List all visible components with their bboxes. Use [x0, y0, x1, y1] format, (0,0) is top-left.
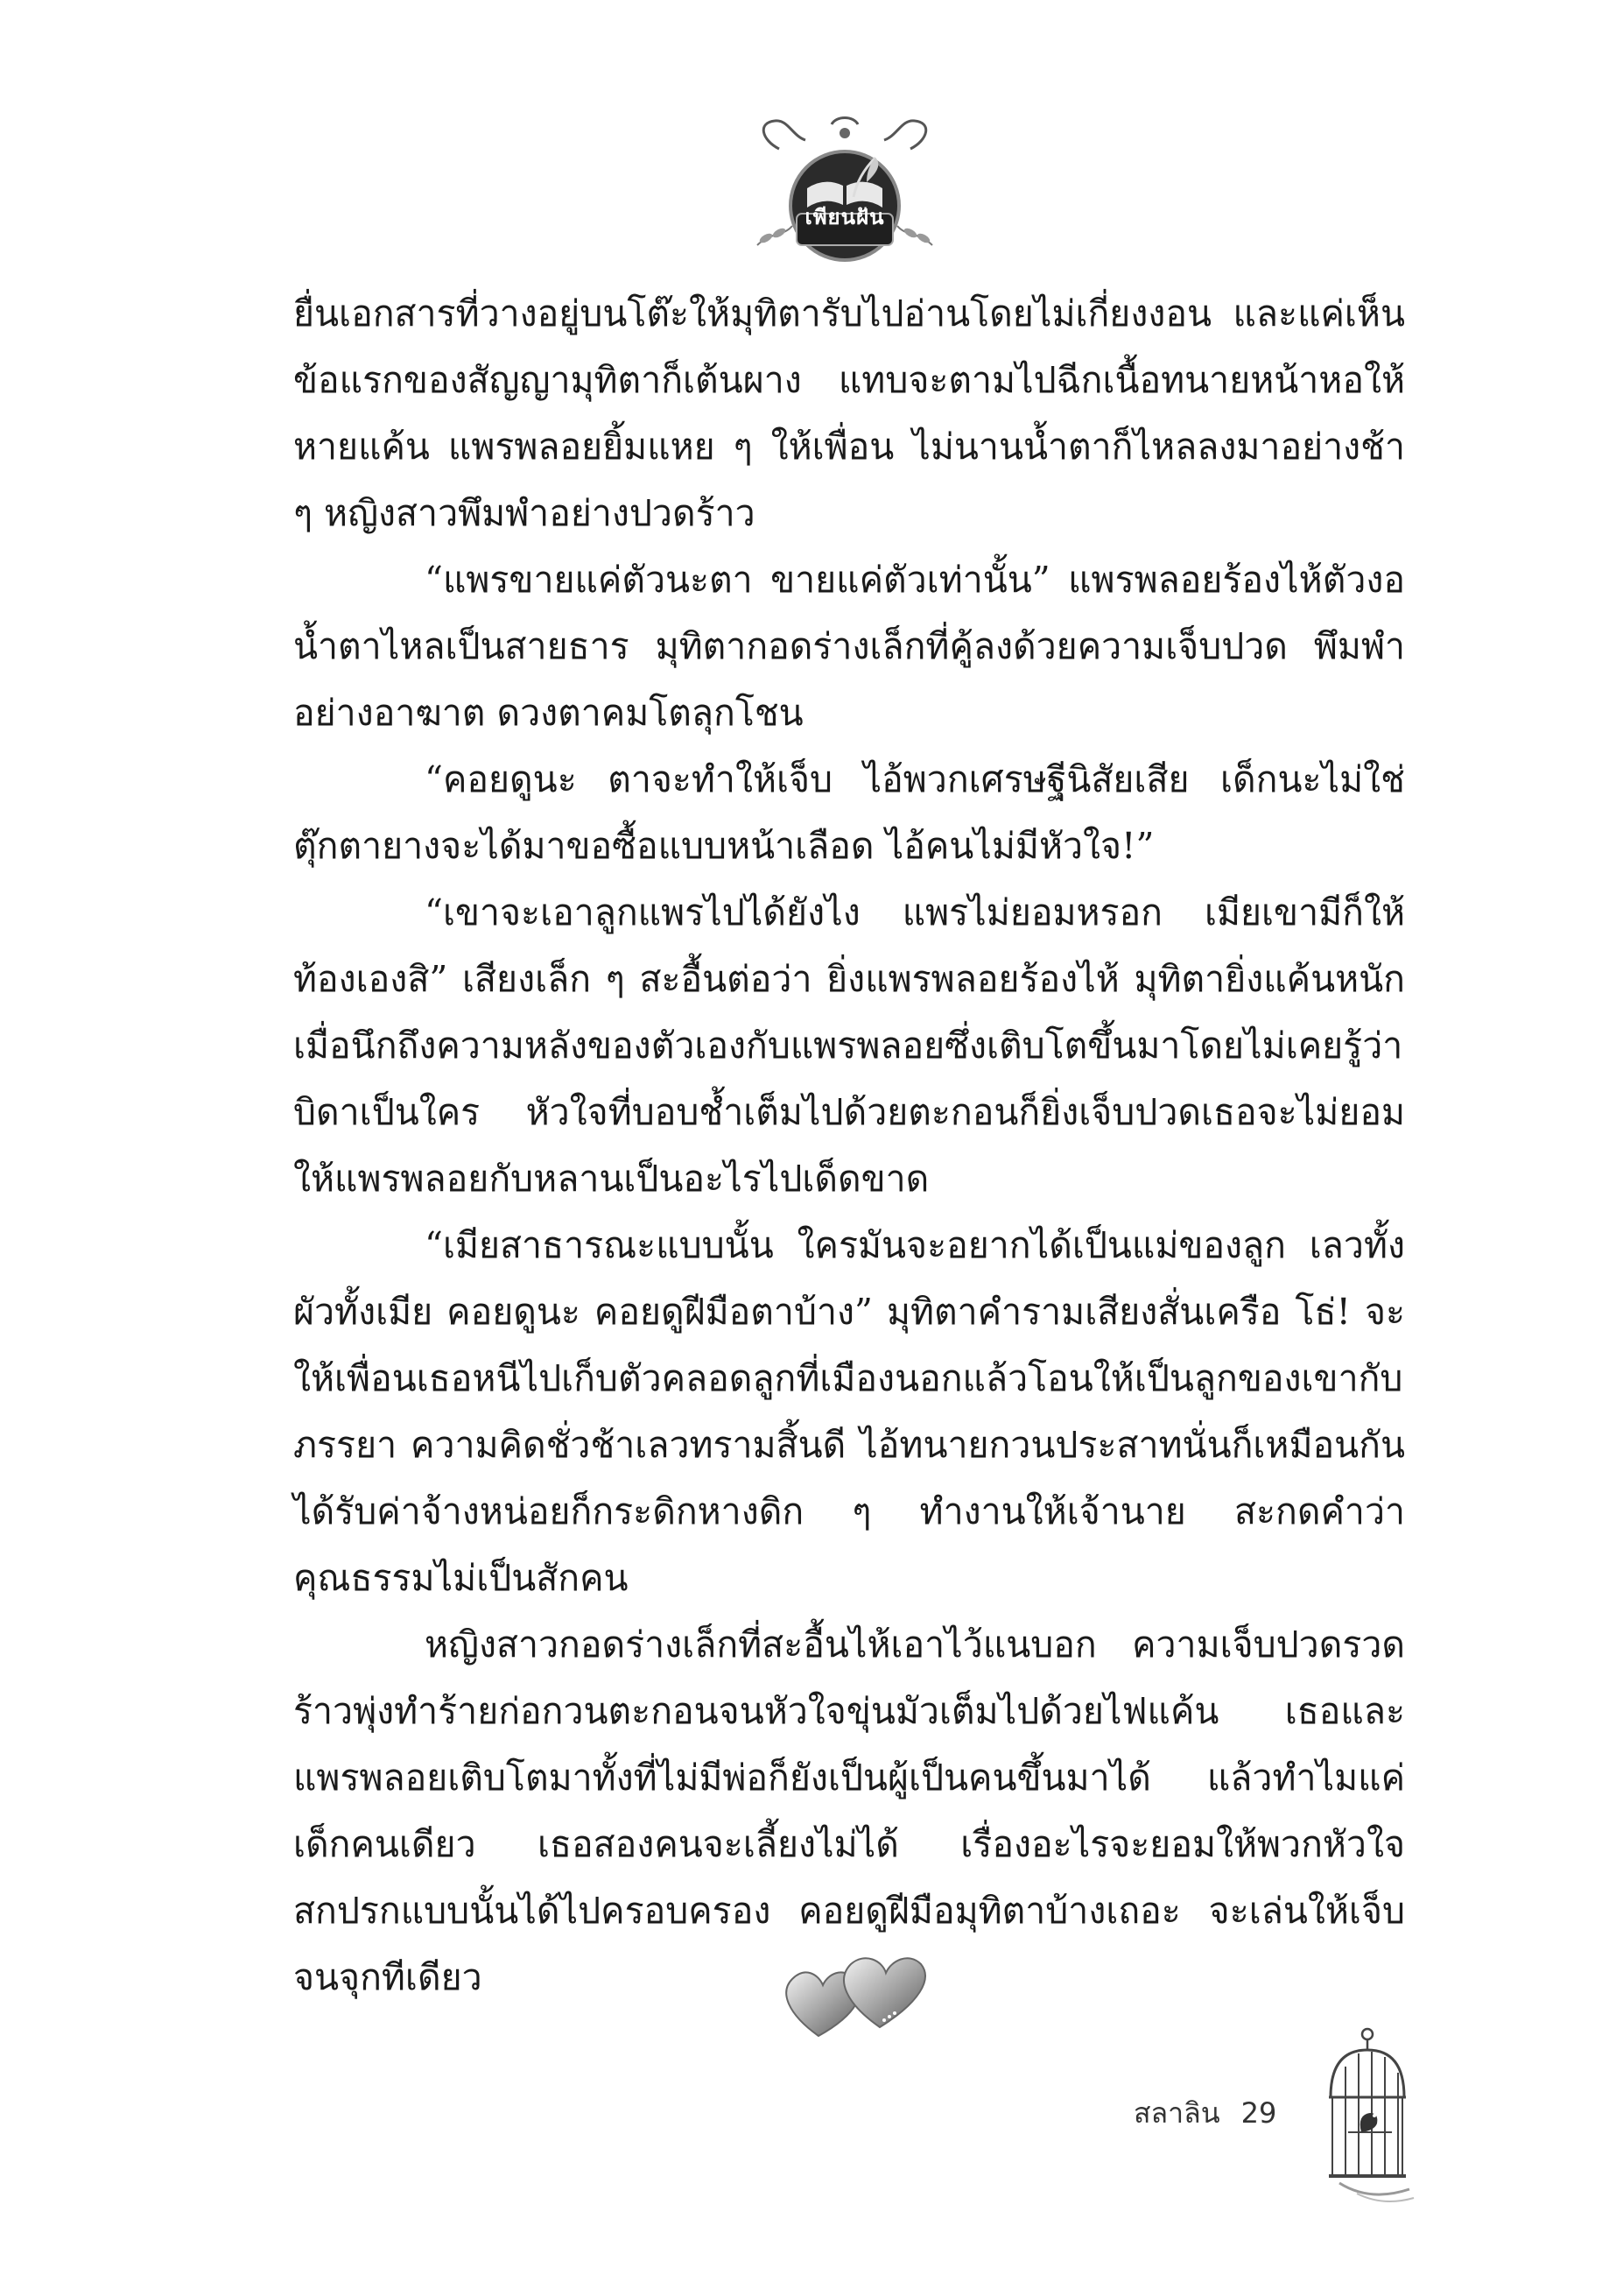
logo-label: เพียนฝัน: [804, 205, 885, 229]
paragraph: ยื่นเอกสารที่วางอยู่บนโต๊ะให้มุทิตารับไปอ่านโดยไม่เกี่ยงงอน และแค่เห็นข้อแรกของสัญญามุทิตาก็เต้นผาง แทบจะตามไปฉีกเนื้อทนายหน้าหอให้หายแค้น แพรพลอยยิ้มแหย ๆ ให้เพื่อน ไม่นานน้ำตาก็ไหลลงมาอย่างช้า ๆ หญิงสาวพึมพำอย่างปวดร้าว: [293, 292, 1405, 534]
paragraph: หญิงสาวกอดร่างเล็กที่สะอื้นไห้เอาไว้แนบอก ความเจ็บปวดรวดร้าวพุ่งทำร้ายก่อกวนตะกอนจนหัวใจขุ่นมัวเต็มไปด้วยไฟแค้น เธอและแพรพลอยเติบโตมาทั้งที่ไม่มีพ่อก็ยังเป็นผู้เป็นคนขึ้นมาได้ แล้วทำไมแค่เด็กคนเดียว เธอสองคนจะเลี้ยงไม่ได้ เรื่องอะไรจะยอมให้พวกหัวใจสกปรกแบบนั้นได้ไปครอบครอง คอยดูฝีมือมุทิตาบ้างเถอะ จะเล่นให้เจ็บจนจุกทีเดียว: [293, 1623, 1405, 1998]
page-number: 29: [1240, 2096, 1277, 2130]
chapter-text: [293, 280, 1405, 2011]
paragraph: “เขาจะเอาลูกแพรไปได้ยังไง แพรไม่ยอมหรอก เมียเขามีก็ให้ท้องเองสิ” เสียงเล็ก ๆ สะอื้นต่อว่า ยิ่งแพรพลอยร้องไห้ มุทิตายิ่งแค้นหนัก เมื่อนึกถึงความหลังของตัวเองกับแพรพลอยซึ่งเติบโตขึ้นมาโดยไม่เคยรู้ว่าบิดาเป็นใคร หัวใจที่บอบช้ำเต็มไปด้วยตะกอนก็ยิ่งเจ็บปวดเธอจะไม่ยอมให้แพรพลอยกับหลานเป็นอะไรไปเด็ดขาด: [293, 891, 1405, 1200]
paragraph: “แพรขายแค่ตัวนะตา ขายแค่ตัวเท่านั้น” แพรพลอยร้องไห้ตัวงอ น้ำตาไหลเป็นสายธาร มุทิตากอดร่างเล็กที่คู้ลงด้วยความเจ็บปวด พึมพำอย่างอาฆาต ดวงตาคมโตลุกโชน: [293, 559, 1405, 734]
birdcage-icon: [1322, 2027, 1418, 2207]
hearts-icon: [779, 1948, 928, 2045]
author-name: สลาลิน: [1134, 2096, 1220, 2130]
page-footer: [1134, 2091, 1276, 2136]
book-quill-emblem-icon: [744, 114, 945, 271]
paragraph: “คอยดูนะ ตาจะทำให้เจ็บ ไอ้พวกเศรษฐีนิสัยเสีย เด็กนะไม่ใช่ตุ๊กตายางจะได้มาขอซื้อแบบหน้าเลือด ไอ้คนไม่มีหัวใจ!”: [293, 758, 1405, 867]
paragraph: “เมียสาธารณะแบบนั้น ใครมันจะอยากได้เป็นแม่ของลูก เลวทั้งผัวทั้งเมีย คอยดูนะ คอยดูฝีมือตาบ้าง” มุทิตาคำรามเสียงสั่นเครือ โธ่! จะให้เพื่อนเธอหนีไปเก็บตัวคลอดลูกที่เมืองนอกแล้วโอนให้เป็นลูกของเขากับภรรยา ความคิดชั่วช้าเลวทรามสิ้นดี ไอ้ทนายกวนประสาทนั่นก็เหมือนกัน ได้รับค่าจ้างหน่อยก็กระดิกหางดิก ๆ ทำงานให้เจ้านาย สะกดคำว่าคุณธรรมไม่เป็นสักคน: [293, 1224, 1405, 1599]
